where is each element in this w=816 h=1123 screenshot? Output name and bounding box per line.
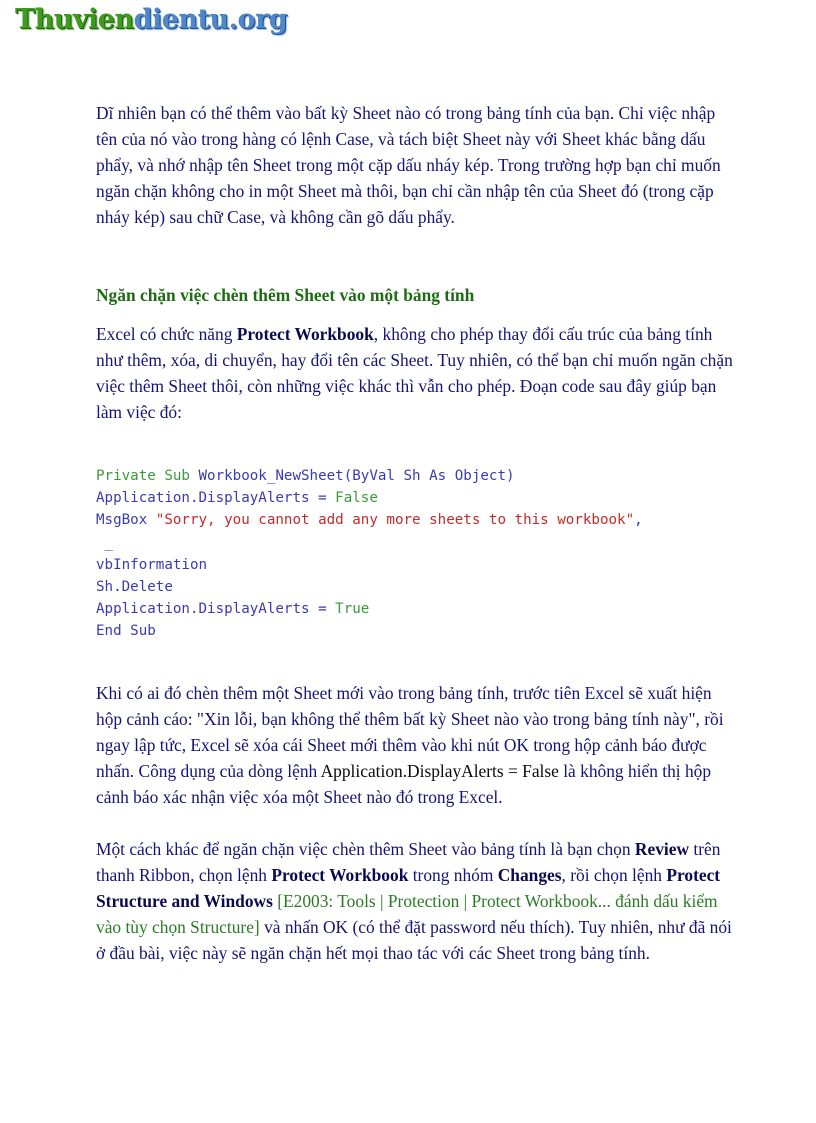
text-span: Khi có ai đó chèn thêm một Sheet mới vào trong bảng tính, trước tiên Excel sẽ xuất hiện hộp cảnh cáo: "Xin lỗi, bạn không thể thêm bất kỳ Sheet nào vào trong bảng tính này", rồi ngay lập tức, Excel sẽ xóa cái Sheet mới thêm vào khi nút OK trong hộp cảnh báo được nhấn. Công dụng của dòng lệnh (96, 683, 724, 782)
text-span: Excel có chức năng (96, 324, 237, 344)
document-body (96, 100, 736, 966)
code-text: _ (96, 534, 114, 551)
logo-text-part1: Thuvien (15, 4, 134, 35)
code-line-3 (96, 509, 736, 531)
code-line-7 (96, 598, 736, 620)
explanation-paragraph (96, 680, 736, 810)
code-line-8 (96, 620, 736, 642)
review-term: Review (634, 839, 690, 860)
code-line-6 (96, 576, 736, 598)
code-keyword: True (335, 601, 370, 618)
text-span: là không hiển thị hộp cảnh báo xác nhận việc xóa một Sheet nào đó trong Excel. (96, 761, 712, 808)
code-text: MsgBox (96, 512, 156, 529)
section-heading: Ngăn chặn việc chèn thêm Sheet vào một bảng tính (96, 285, 475, 305)
code-text: Application.DisplayAlerts = (96, 490, 336, 507)
protect-workbook-paragraph (96, 321, 736, 425)
code-reference: Application.DisplayAlerts = False (320, 761, 559, 782)
code-string: "Sorry, you cannot add any more sheets to this workbook" (155, 512, 635, 529)
text-span: và nhấn OK (có thể đặt password nếu thích). Tuy nhiên, như đã nói ở đầu bài, việc này sẽ ngăn chặn hết mọi thao tác với các Sheet trong bảng tính. (96, 917, 732, 964)
site-logo (15, 4, 287, 35)
code-line-4 (96, 532, 736, 554)
code-text: Application.DisplayAlerts = (96, 601, 336, 618)
e2003-note: [E2003: Tools | Protection | Protect Workbook... đánh dấu kiểm vào tùy chọn Structure] (96, 891, 718, 938)
code-text: Sh.Delete (96, 578, 173, 595)
code-keyword: Private Sub (96, 468, 190, 484)
code-line-5 (96, 554, 736, 576)
text-span: , rồi chọn lệnh (561, 865, 667, 886)
code-line-1 (96, 465, 736, 487)
protect-workbook-term: Protect Workbook (271, 865, 409, 886)
code-text: Workbook_NewSheet(ByVal Sh As Object) (189, 468, 515, 484)
code-text: vbInformation (96, 556, 208, 573)
code-line-2 (96, 487, 736, 509)
changes-term: Changes (497, 865, 562, 886)
text-span: trong nhóm (408, 865, 498, 886)
code-text: End Sub (96, 623, 156, 640)
protect-structure-term: Protect Structure and Windows (96, 865, 721, 912)
text-span: , không cho phép thay đổi cấu trúc của bảng tính như thêm, xóa, di chuyển, hay đổi tên các Sheet. Tuy nhiên, có thể bạn chỉ muốn ngăn chặn việc thêm Sheet thôi, còn những việc khác thì vẫn cho phép. Đoạn code sau đây giúp bạn làm việc đó: (96, 324, 733, 422)
text-span: trên thanh Ribbon, chọn lệnh (96, 839, 721, 886)
logo-text-part2: dientu.org (133, 4, 288, 35)
intro-paragraph: Dĩ nhiên bạn có thể thêm vào bất kỳ Sheet nào có trong bảng tính của bạn. Chỉ việc nhập tên của nó vào trong hàng có lệnh Case, và tách biệt Sheet này với Sheet khác bằng dấu phẩy, và nhớ nhập tên Sheet trong một cặp dấu nháy kép. Trong trường hợp bạn chỉ muốn ngăn chặn không cho in một Sheet mà thôi, bạn chỉ cần nhập tên của Sheet đó (trong cặp nháy kép) sau chữ Case, và không cần gõ dấu phẩy. (96, 103, 721, 227)
code-keyword: False (335, 490, 378, 507)
code-text: , (634, 512, 643, 529)
code-block (96, 465, 736, 642)
protect-workbook-term: Protect Workbook (236, 324, 374, 344)
ribbon-method-paragraph (96, 836, 736, 966)
text-span: Một cách khác để ngăn chặn việc chèn thêm Sheet vào bảng tính là bạn chọn (96, 839, 635, 860)
